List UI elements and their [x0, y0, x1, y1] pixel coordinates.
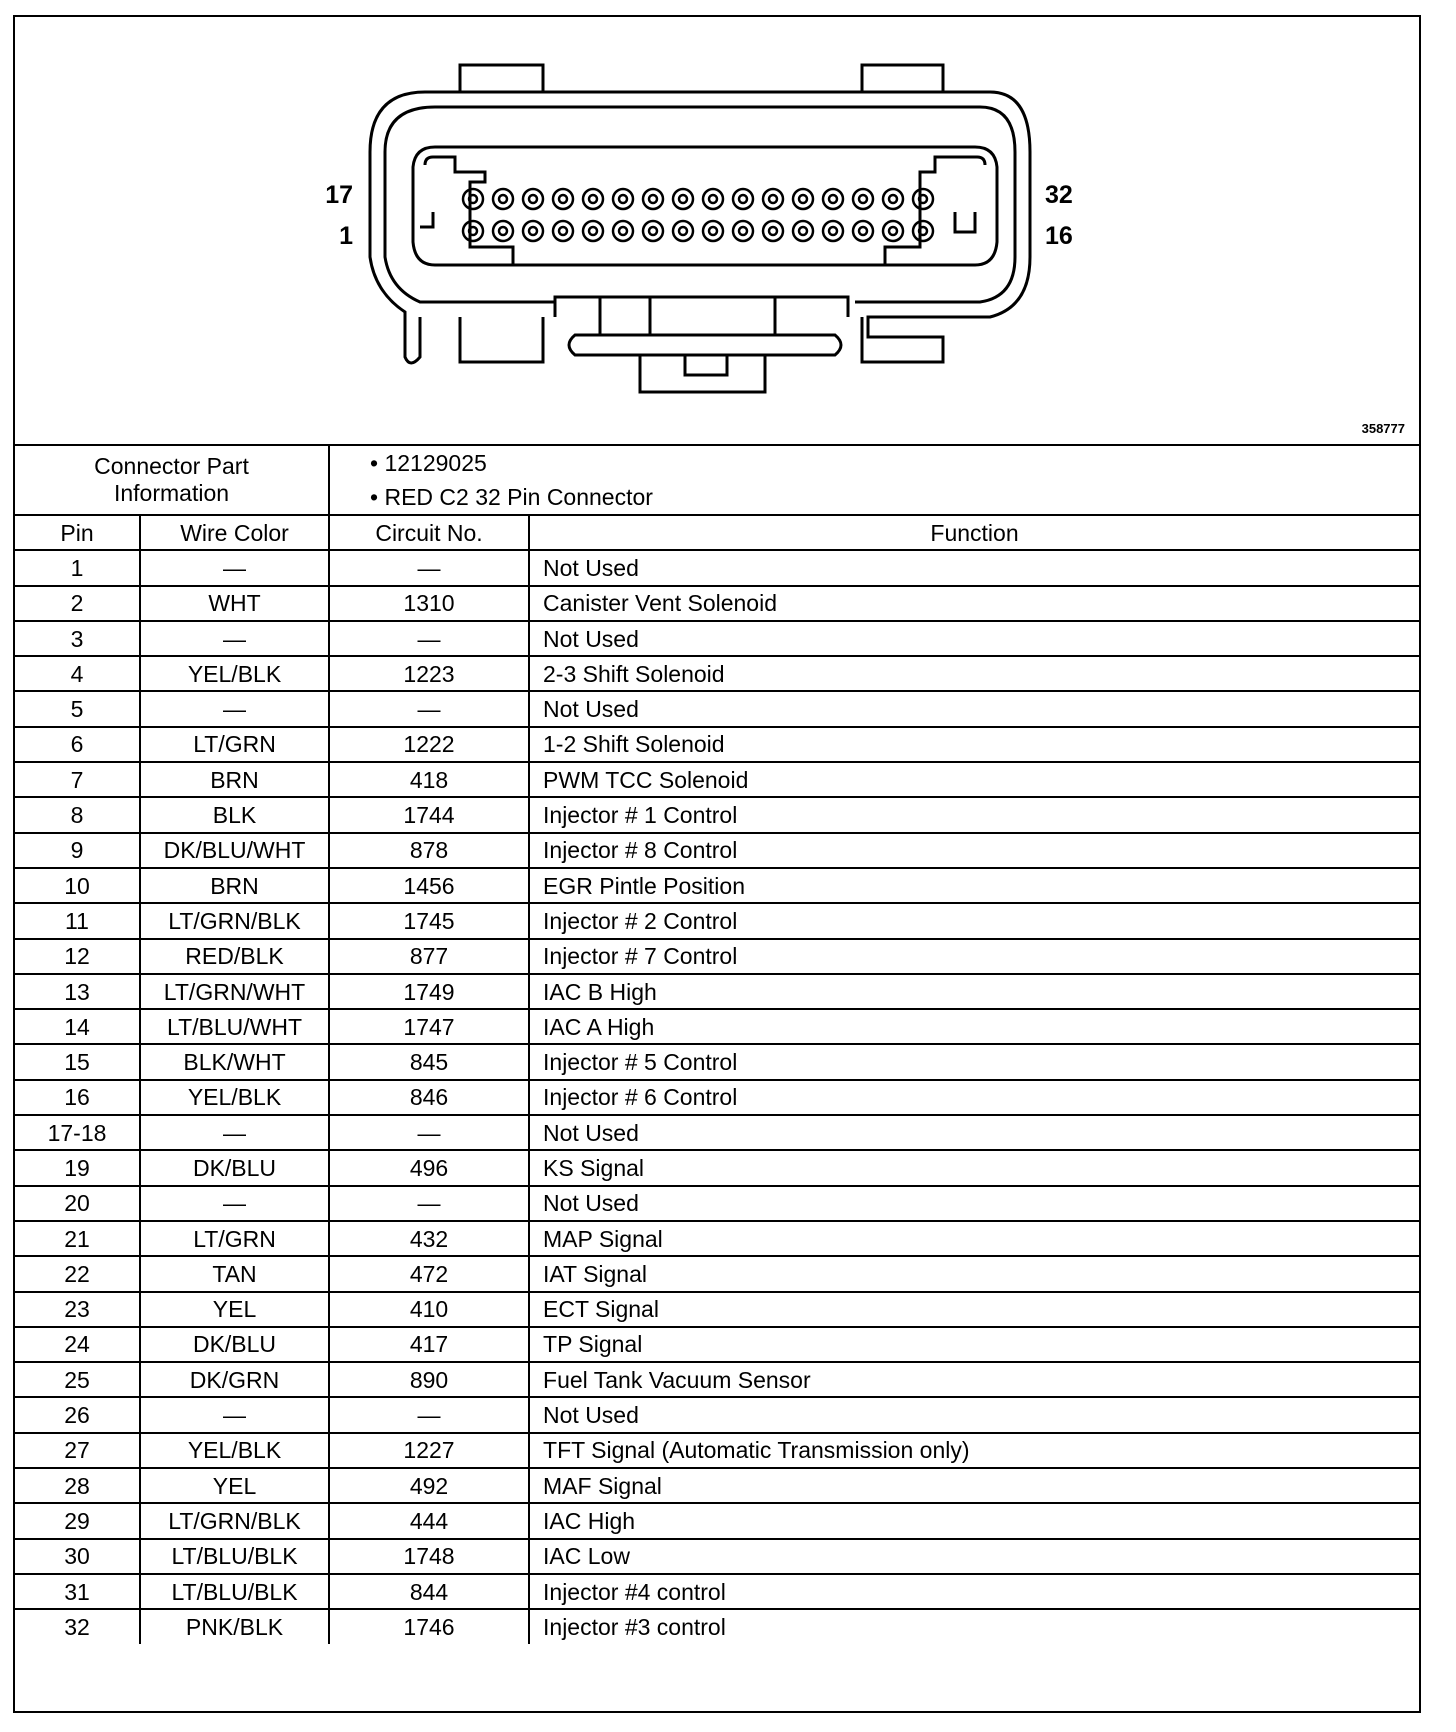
- cell-pin: 3: [15, 621, 140, 656]
- cell-circuit: 410: [329, 1292, 529, 1327]
- cell-function: EGR Pintle Position: [529, 868, 1419, 903]
- cell-pin: 28: [15, 1468, 140, 1503]
- cell-function: Not Used: [529, 691, 1419, 726]
- cell-function: Injector # 7 Control: [529, 939, 1419, 974]
- cell-pin: 16: [15, 1080, 140, 1115]
- pin-row-top: [463, 189, 933, 209]
- table-row: [15, 797, 1419, 832]
- cell-pin: 6: [15, 727, 140, 762]
- cell-pin: 4: [15, 656, 140, 691]
- connector-info-row: [15, 446, 1419, 515]
- cell-circuit: 845: [329, 1044, 529, 1079]
- cell-wire-color: LT/BLU/WHT: [140, 1009, 329, 1044]
- table-row: [15, 1609, 1419, 1643]
- table-row: [15, 1503, 1419, 1538]
- cell-wire-color: TAN: [140, 1256, 329, 1291]
- table-row: [15, 1044, 1419, 1079]
- cell-wire-color: —: [140, 1115, 329, 1150]
- cell-wire-color: LT/BLU/BLK: [140, 1574, 329, 1609]
- header-circuit: Circuit No.: [329, 515, 529, 550]
- table-row: [15, 656, 1419, 691]
- cell-wire-color: RED/BLK: [140, 939, 329, 974]
- table-row: [15, 1150, 1419, 1185]
- cell-function: Not Used: [529, 1397, 1419, 1432]
- header-pin: Pin: [15, 515, 140, 550]
- cell-circuit: 1222: [329, 727, 529, 762]
- cell-wire-color: YEL: [140, 1292, 329, 1327]
- table-row: [15, 833, 1419, 868]
- table-row: [15, 586, 1419, 621]
- cell-pin: 15: [15, 1044, 140, 1079]
- cell-wire-color: WHT: [140, 586, 329, 621]
- part-number: 12129025: [384, 450, 487, 476]
- cell-circuit: 472: [329, 1256, 529, 1291]
- cell-function: Not Used: [529, 1115, 1419, 1150]
- cell-function: Injector #4 control: [529, 1574, 1419, 1609]
- pin-label-32: 32: [1045, 181, 1073, 209]
- cell-function: Injector # 8 Control: [529, 833, 1419, 868]
- figure-number: 358777: [1361, 421, 1405, 436]
- cell-wire-color: LT/GRN: [140, 1221, 329, 1256]
- cell-wire-color: —: [140, 691, 329, 726]
- cell-wire-color: YEL: [140, 1468, 329, 1503]
- cell-pin: 10: [15, 868, 140, 903]
- cell-function: TP Signal: [529, 1327, 1419, 1362]
- connector-info-values: [329, 446, 1419, 515]
- cell-pin: 1: [15, 550, 140, 585]
- cell-circuit: 418: [329, 762, 529, 797]
- table-row: [15, 1115, 1419, 1150]
- cell-circuit: —: [329, 1186, 529, 1221]
- table-header-row: [15, 515, 1419, 550]
- table-row: [15, 903, 1419, 938]
- cell-wire-color: LT/GRN/BLK: [140, 1503, 329, 1538]
- cell-circuit: 1749: [329, 974, 529, 1009]
- cell-pin: 26: [15, 1397, 140, 1432]
- cell-function: IAT Signal: [529, 1256, 1419, 1291]
- cell-function: PWM TCC Solenoid: [529, 762, 1419, 797]
- cell-circuit: —: [329, 1115, 529, 1150]
- table-row: [15, 1362, 1419, 1397]
- header-function: Function: [529, 515, 1419, 550]
- table-row: [15, 1433, 1419, 1468]
- table-row: [15, 1292, 1419, 1327]
- document-frame: [13, 15, 1421, 1713]
- table-row: [15, 727, 1419, 762]
- cell-wire-color: LT/GRN/WHT: [140, 974, 329, 1009]
- cell-function: MAF Signal: [529, 1468, 1419, 1503]
- cell-wire-color: —: [140, 621, 329, 656]
- cell-circuit: 444: [329, 1503, 529, 1538]
- cell-pin: 12: [15, 939, 140, 974]
- cell-wire-color: DK/GRN: [140, 1362, 329, 1397]
- table-row: [15, 1397, 1419, 1432]
- cell-wire-color: —: [140, 1186, 329, 1221]
- cell-circuit: —: [329, 1397, 529, 1432]
- cell-function: IAC High: [529, 1503, 1419, 1538]
- cell-circuit: —: [329, 550, 529, 585]
- cell-wire-color: DK/BLU: [140, 1327, 329, 1362]
- cell-function: Not Used: [529, 550, 1419, 585]
- cell-pin: 23: [15, 1292, 140, 1327]
- cell-function: Not Used: [529, 1186, 1419, 1221]
- cell-function: 1-2 Shift Solenoid: [529, 727, 1419, 762]
- connector-description: RED C2 32 Pin Connector: [384, 484, 653, 510]
- cell-circuit: 1227: [329, 1433, 529, 1468]
- pin-label-16: 16: [1045, 222, 1073, 250]
- pin-label-1: 1: [339, 222, 353, 250]
- cell-wire-color: —: [140, 550, 329, 585]
- connector-info-label-line2: Information: [113, 480, 230, 506]
- cell-circuit: 1747: [329, 1009, 529, 1044]
- cell-pin: 13: [15, 974, 140, 1009]
- cell-circuit: 1223: [329, 656, 529, 691]
- cell-wire-color: BRN: [140, 868, 329, 903]
- table-row: [15, 550, 1419, 585]
- cell-pin: 32: [15, 1609, 140, 1643]
- cell-circuit: —: [329, 621, 529, 656]
- cell-function: Injector #3 control: [529, 1609, 1419, 1643]
- cell-circuit: 492: [329, 1468, 529, 1503]
- table-row: [15, 974, 1419, 1009]
- connector-info-part-number: • 12129025: [370, 450, 487, 476]
- cell-pin: 5: [15, 691, 140, 726]
- cell-wire-color: DK/BLU/WHT: [140, 833, 329, 868]
- cell-circuit: 432: [329, 1221, 529, 1256]
- cell-wire-color: BLK/WHT: [140, 1044, 329, 1079]
- cell-pin: 30: [15, 1539, 140, 1574]
- cell-pin: 31: [15, 1574, 140, 1609]
- cell-circuit: 496: [329, 1150, 529, 1185]
- table-row: [15, 1009, 1419, 1044]
- cell-circuit: 1744: [329, 797, 529, 832]
- cell-function: Canister Vent Solenoid: [529, 586, 1419, 621]
- cell-circuit: 417: [329, 1327, 529, 1362]
- cell-function: TFT Signal (Automatic Transmission only): [529, 1433, 1419, 1468]
- table-row: [15, 868, 1419, 903]
- cell-circuit: 890: [329, 1362, 529, 1397]
- cell-pin: 25: [15, 1362, 140, 1397]
- cell-pin: 24: [15, 1327, 140, 1362]
- pin-label-17: 17: [325, 181, 353, 209]
- table-row: [15, 762, 1419, 797]
- table-row: [15, 939, 1419, 974]
- cell-wire-color: YEL/BLK: [140, 1433, 329, 1468]
- connector-info-description: • RED C2 32 Pin Connector: [370, 484, 653, 510]
- cell-pin: 21: [15, 1221, 140, 1256]
- cell-pin: 29: [15, 1503, 140, 1538]
- cell-pin: 7: [15, 762, 140, 797]
- cell-function: IAC Low: [529, 1539, 1419, 1574]
- cell-pin: 22: [15, 1256, 140, 1291]
- cell-function: IAC A High: [529, 1009, 1419, 1044]
- cell-pin: 2: [15, 586, 140, 621]
- table-row: [15, 1256, 1419, 1291]
- cell-circuit: —: [329, 691, 529, 726]
- cell-circuit: 1310: [329, 586, 529, 621]
- cell-pin: 20: [15, 1186, 140, 1221]
- table-row: [15, 621, 1419, 656]
- cell-wire-color: —: [140, 1397, 329, 1432]
- cell-wire-color: YEL/BLK: [140, 656, 329, 691]
- cell-function: IAC B High: [529, 974, 1419, 1009]
- table-row: [15, 1574, 1419, 1609]
- cell-circuit: 877: [329, 939, 529, 974]
- table-row: [15, 1186, 1419, 1221]
- table-row: [15, 1468, 1419, 1503]
- cell-wire-color: DK/BLU: [140, 1150, 329, 1185]
- cell-function: KS Signal: [529, 1150, 1419, 1185]
- cell-wire-color: PNK/BLK: [140, 1609, 329, 1643]
- cell-circuit: 1745: [329, 903, 529, 938]
- cell-circuit: 878: [329, 833, 529, 868]
- cell-wire-color: YEL/BLK: [140, 1080, 329, 1115]
- cell-pin: 19: [15, 1150, 140, 1185]
- cell-function: Injector # 2 Control: [529, 903, 1419, 938]
- connector-info-label: [15, 446, 329, 515]
- cell-pin: 17-18: [15, 1115, 140, 1150]
- cell-function: ECT Signal: [529, 1292, 1419, 1327]
- cell-circuit: 1456: [329, 868, 529, 903]
- cell-circuit: 844: [329, 1574, 529, 1609]
- cell-wire-color: BLK: [140, 797, 329, 832]
- cell-circuit: 1746: [329, 1609, 529, 1643]
- cell-pin: 14: [15, 1009, 140, 1044]
- cell-circuit: 846: [329, 1080, 529, 1115]
- cell-function: 2-3 Shift Solenoid: [529, 656, 1419, 691]
- cell-wire-color: BRN: [140, 762, 329, 797]
- cell-function: Injector # 1 Control: [529, 797, 1419, 832]
- table-row: [15, 1539, 1419, 1574]
- cell-pin: 11: [15, 903, 140, 938]
- cell-wire-color: LT/BLU/BLK: [140, 1539, 329, 1574]
- connector-drawing: [15, 17, 1419, 444]
- pinout-table: [15, 446, 1419, 1644]
- cell-function: MAP Signal: [529, 1221, 1419, 1256]
- header-wire-color: Wire Color: [140, 515, 329, 550]
- cell-function: Fuel Tank Vacuum Sensor: [529, 1362, 1419, 1397]
- cell-function: Not Used: [529, 621, 1419, 656]
- cell-function: Injector # 5 Control: [529, 1044, 1419, 1079]
- pin-row-bottom: [463, 221, 933, 241]
- table-row: [15, 1327, 1419, 1362]
- cell-wire-color: LT/GRN: [140, 727, 329, 762]
- table-row: [15, 1221, 1419, 1256]
- cell-pin: 27: [15, 1433, 140, 1468]
- cell-pin: 8: [15, 797, 140, 832]
- cell-wire-color: LT/GRN/BLK: [140, 903, 329, 938]
- cell-circuit: 1748: [329, 1539, 529, 1574]
- connector-info-label-line1: Connector Part: [94, 453, 249, 479]
- connector-diagram: [15, 17, 1419, 446]
- cell-function: Injector # 6 Control: [529, 1080, 1419, 1115]
- table-row: [15, 691, 1419, 726]
- table-row: [15, 1080, 1419, 1115]
- cell-pin: 9: [15, 833, 140, 868]
